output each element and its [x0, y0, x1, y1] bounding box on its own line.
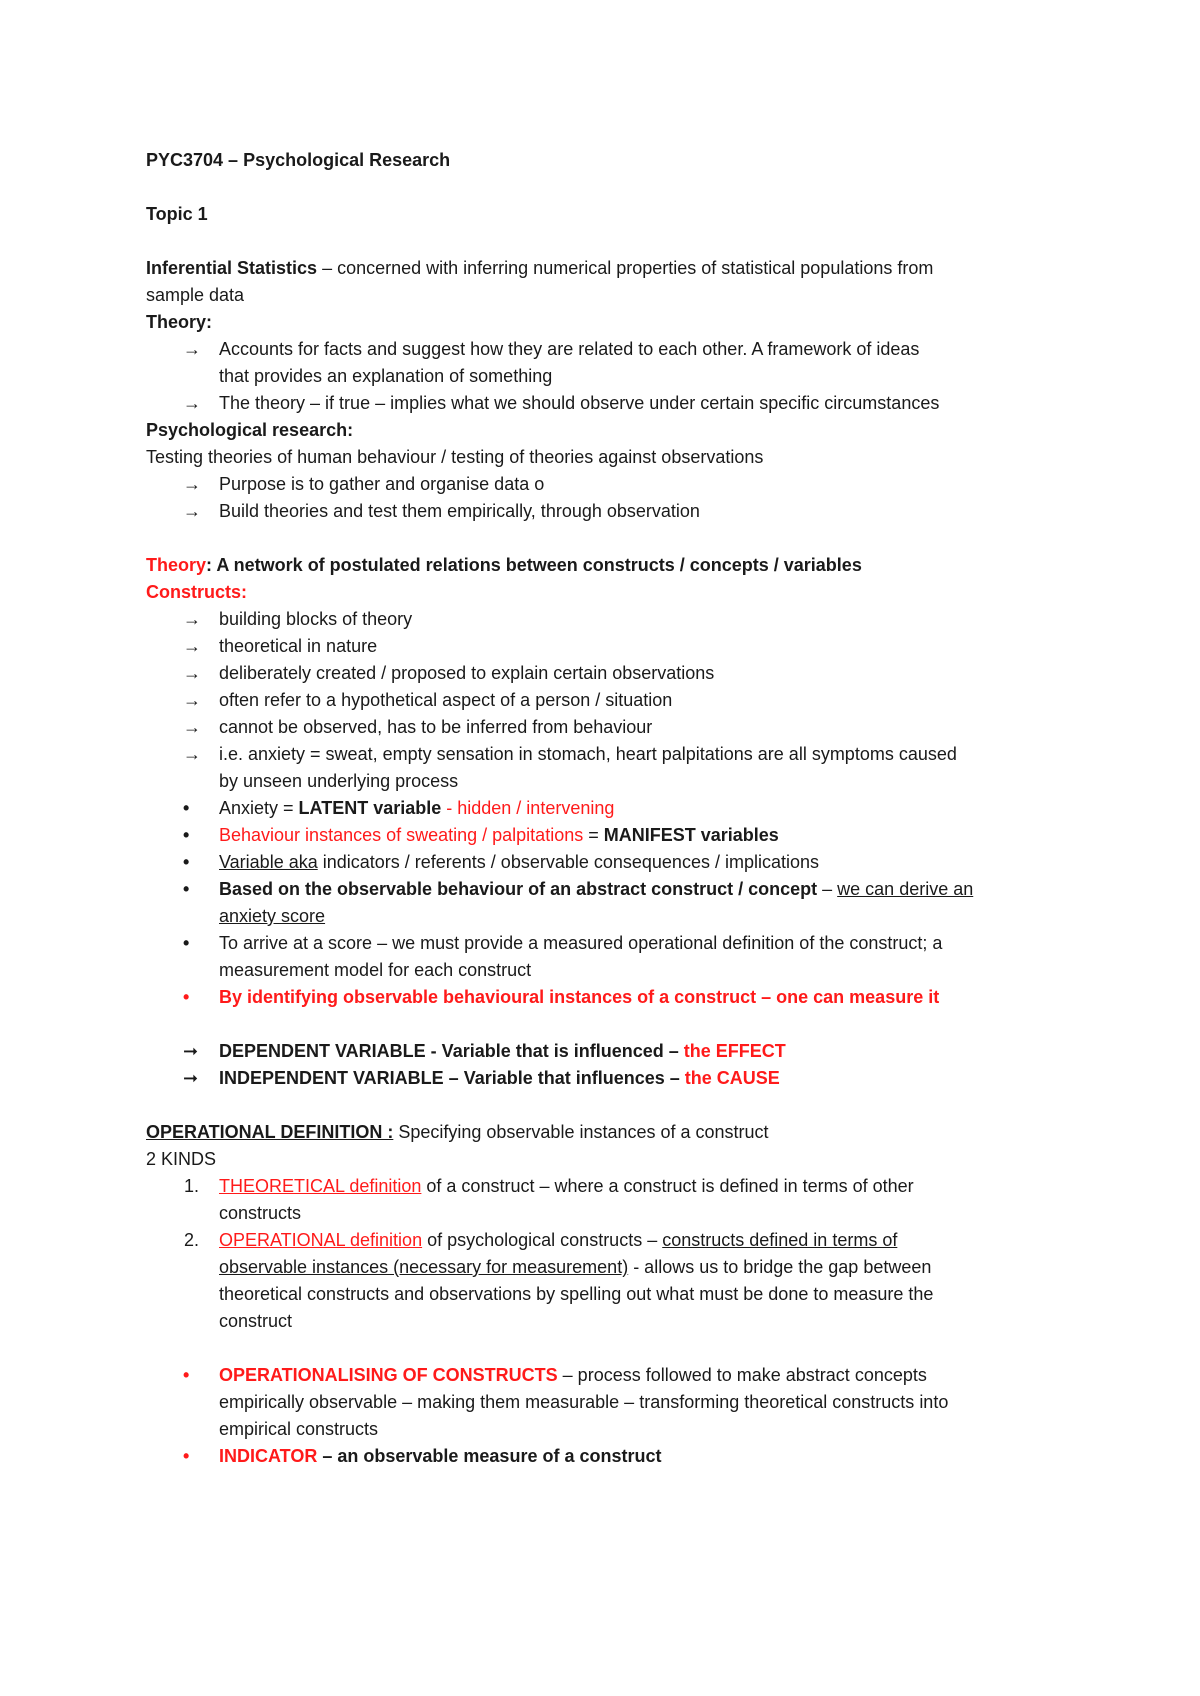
list-item: → Purpose is to gather and organise data o	[146, 471, 1066, 498]
list-item: • INDICATOR – an observable measure of a construct	[146, 1443, 1066, 1470]
theory-definition: Theory: A network of postulated relations between constructs / concepts / variables	[146, 555, 862, 575]
arrow-icon: →	[183, 474, 201, 494]
document-body	[146, 147, 1066, 1470]
list-item: that provides an explanation of something	[219, 366, 553, 386]
bullet-icon: •	[183, 987, 190, 1007]
operational-definition-heading: OPERATIONAL DEFINITION : Specifying observable instances of a construct	[146, 1122, 769, 1142]
bullet-icon: •	[183, 933, 190, 953]
arrow-icon: →	[183, 339, 201, 359]
numbered-item: theoretical constructs and observations by spelling out what must be done to measure the	[219, 1284, 934, 1304]
topic-heading: Topic 1	[146, 204, 208, 224]
independent-variable-item: ➞ INDEPENDENT VARIABLE – Variable that influences – the CAUSE	[146, 1065, 1066, 1092]
list-item: measurement model for each construct	[219, 960, 532, 980]
bullet-icon: •	[183, 1446, 190, 1466]
list-item: • Anxiety = LATENT variable - hidden / intervening	[146, 795, 1066, 822]
list-item: → The theory – if true – implies what we should observe under certain specific circumstances	[146, 390, 1066, 417]
two-kinds-label: 2 KINDS	[146, 1149, 217, 1169]
arrow-icon: →	[183, 717, 201, 737]
list-item: → Build theories and test them empirically, through observation	[146, 498, 1066, 525]
list-item: empirical constructs	[219, 1419, 379, 1439]
numbered-item: constructs	[219, 1203, 302, 1223]
theory-heading: Theory:	[146, 312, 213, 332]
list-item: • Behaviour instances of sweating / palpitations = MANIFEST variables	[146, 822, 1066, 849]
numbered-item: 1. THEORETICAL definition of a construct – where a construct is defined in terms of other	[184, 1176, 914, 1196]
numbered-item: observable instances (necessary for measurement) - allows us to bridge the gap between	[219, 1257, 932, 1277]
arrow-icon: ➞	[183, 1068, 199, 1088]
list-item: • By identifying observable behavioural instances of a construct – one can measure it	[146, 984, 1066, 1011]
inferential-statistics-continued: sample data	[146, 285, 245, 305]
inferential-statistics-term: Inferential Statistics	[146, 258, 318, 278]
bullet-icon: •	[183, 798, 190, 818]
arrow-icon: ➞	[183, 1041, 199, 1061]
bullet-icon: •	[183, 1365, 190, 1385]
inferential-statistics-definition: Inferential Statistics – concerned with inferring numerical properties of statistical populations from	[146, 258, 934, 278]
arrow-icon: →	[183, 636, 201, 656]
numbered-item: construct	[219, 1311, 293, 1331]
list-item: → often refer to a hypothetical aspect of a person / situation	[146, 687, 1066, 714]
bullet-icon: •	[183, 852, 190, 872]
arrow-icon: →	[183, 744, 201, 764]
numbered-item: 2. OPERATIONAL definition of psychological constructs – constructs defined in terms of	[184, 1230, 898, 1250]
list-item: → building blocks of theory	[146, 606, 1066, 633]
list-item: • Based on the observable behaviour of an abstract construct / concept – we can derive an	[146, 876, 1066, 903]
bullet-icon: •	[183, 879, 190, 899]
arrow-icon: →	[183, 663, 201, 683]
list-item: by unseen underlying process	[219, 771, 459, 791]
list-item: → theoretical in nature	[146, 633, 1066, 660]
list-item: empirically observable – making them measurable – transforming theoretical constructs into	[219, 1392, 949, 1412]
document-title: PYC3704 – Psychological Research	[146, 150, 451, 170]
arrow-icon: →	[183, 393, 201, 413]
constructs-heading: Constructs:	[146, 582, 248, 602]
bullet-icon: •	[183, 825, 190, 845]
list-item: → i.e. anxiety = sweat, empty sensation in stomach, heart palpitations are all symptoms caused	[146, 741, 1066, 768]
list-item: • Variable aka indicators / referents / observable consequences / implications	[146, 849, 1066, 876]
list-item: → cannot be observed, has to be inferred from behaviour	[146, 714, 1066, 741]
arrow-icon: →	[183, 609, 201, 629]
psychological-research-heading: Psychological research:	[146, 420, 354, 440]
psychological-research-definition: Testing theories of human behaviour / testing of theories against observations	[146, 447, 764, 467]
arrow-icon: →	[183, 690, 201, 710]
list-item: → deliberately created / proposed to explain certain observations	[146, 660, 1066, 687]
arrow-icon: →	[183, 501, 201, 521]
list-item: • OPERATIONALISING OF CONSTRUCTS – process followed to make abstract concepts	[146, 1362, 1066, 1389]
list-item: anxiety score	[219, 906, 326, 926]
dependent-variable-item: ➞ DEPENDENT VARIABLE - Variable that is influenced – the EFFECT	[146, 1038, 1066, 1065]
list-item: • To arrive at a score – we must provide a measured operational definition of the construct; a	[146, 930, 1066, 957]
list-item: → Accounts for facts and suggest how they are related to each other. A framework of ideas	[146, 336, 1066, 363]
